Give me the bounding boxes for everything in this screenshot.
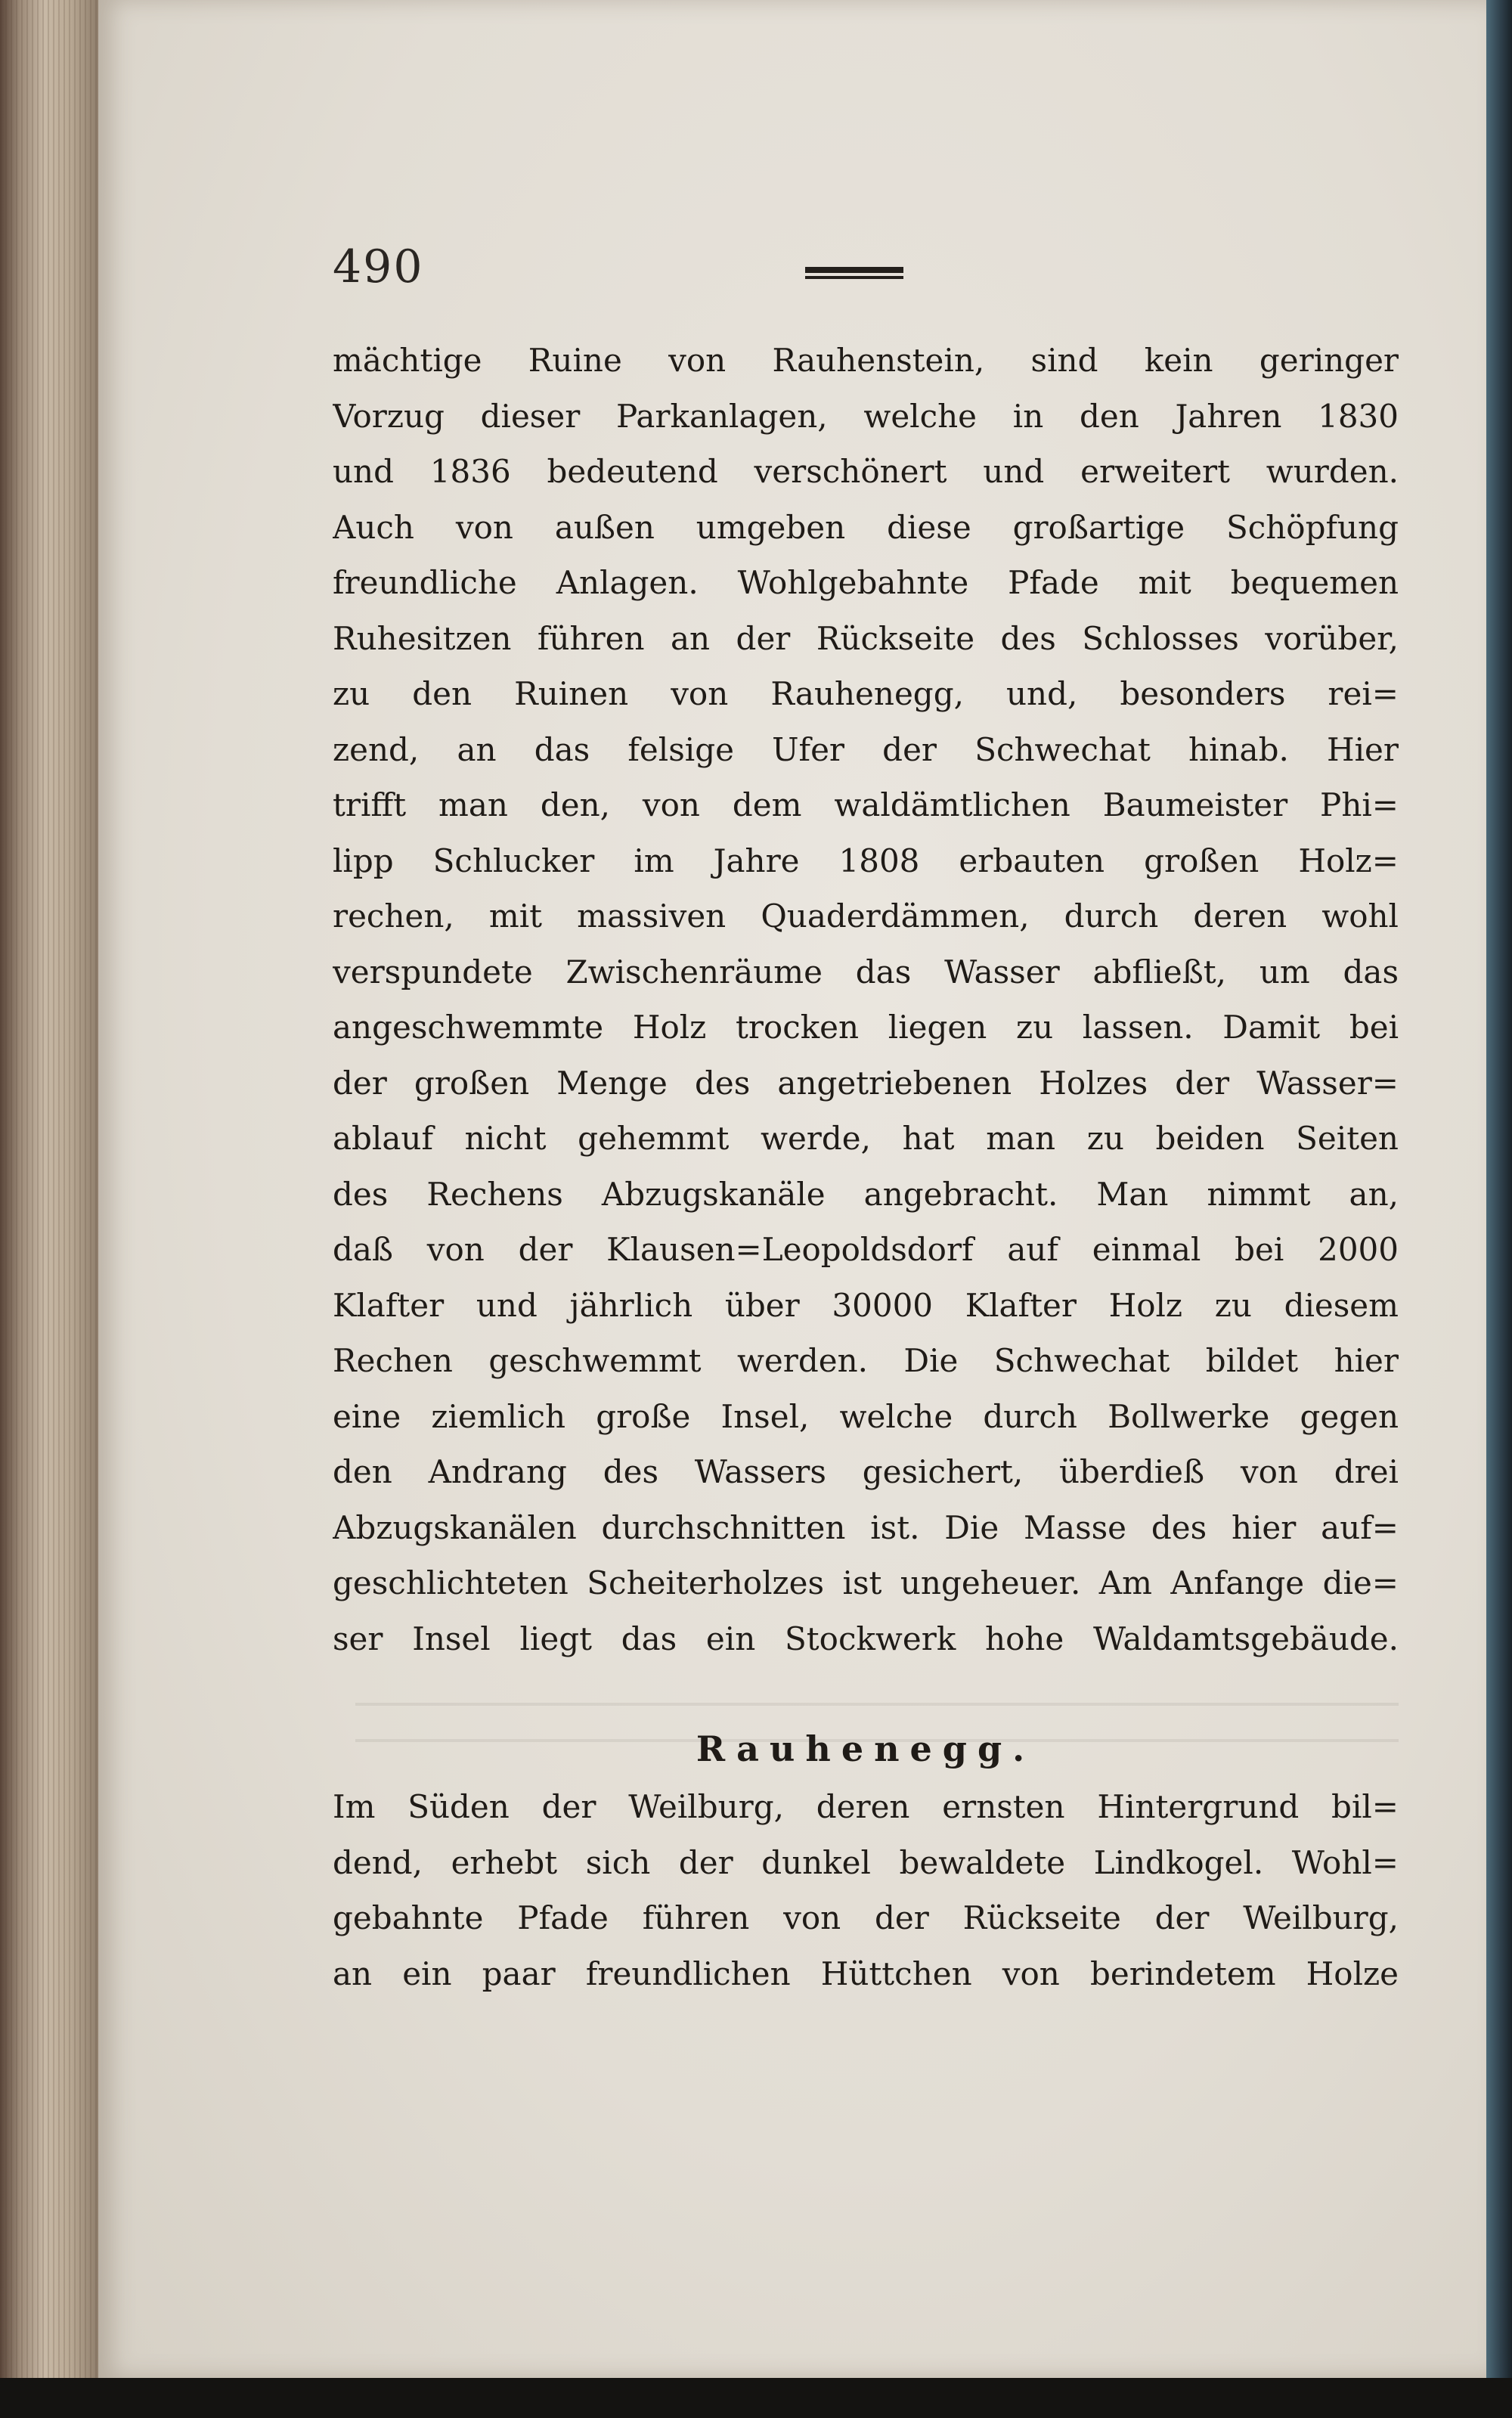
text-line: ser Insel liegt das ein Stockwerk hohe Waldamtsgebäude.	[333, 1620, 1399, 1657]
text-line: dend, erhebt sich der dunkel bewaldete Lindkogel. Wohl=	[333, 1843, 1399, 1881]
text-line: und 1836 bedeutend verschönert und erweitert wurden.	[333, 453, 1399, 490]
text-line: Ruhesitzen führen an der Rückseite des Schlosses vorüber,	[333, 619, 1399, 657]
text-line: Klafter und jährlich über 30000 Klafter Holz zu diesem	[333, 1286, 1399, 1324]
text-line: Vorzug dieser Parkanlagen, welche in den Jahren 1830	[333, 397, 1399, 435]
text-line: daß von der Klausen=Leopoldsdorf auf einmal bei 2000	[333, 1231, 1399, 1268]
text-line: des Rechens Abzugskanäle angebracht. Man nimmt an,	[333, 1175, 1399, 1213]
page-number: 490	[333, 240, 424, 293]
page-header	[333, 240, 1399, 308]
section-heading: Rauhenegg.	[696, 1728, 1036, 1769]
text-line: angeschwemmte Holz trocken liegen zu lassen. Damit bei	[333, 1009, 1399, 1046]
text-line: freundliche Anlagen. Wohlgebahnte Pfade mit bequemen	[333, 564, 1399, 601]
text-line: ablauf nicht gehemmt werde, hat man zu beiden Seiten	[333, 1120, 1399, 1157]
text-line: Abzugskanälen durchschnitten ist. Die Masse des hier auf=	[333, 1508, 1399, 1546]
text-line: geschlichteten Scheiterholzes ist ungeheuer. Am Anfange die=	[333, 1564, 1399, 1601]
text-line: den Andrang des Wassers gesichert, überdieß von drei	[333, 1453, 1399, 1490]
book-cover-edge	[1486, 0, 1512, 2418]
text-line: eine ziemlich große Insel, welche durch Bollwerke gegen	[333, 1397, 1399, 1435]
text-line: verspundete Zwischenräume das Wasser abfließt, um das	[333, 953, 1399, 990]
text-line: trifft man den, von dem waldämtlichen Baumeister Phi=	[333, 786, 1399, 823]
body-text	[333, 333, 1399, 1666]
text-line: an ein paar freundlichen Hüttchen von berindetem Holze	[333, 1955, 1399, 1992]
header-rule	[805, 267, 903, 279]
text-line: rechen, mit massiven Quaderdämmen, durch deren wohl	[333, 897, 1399, 935]
text-line: gebahnte Pfade führen von der Rückseite der Weilburg,	[333, 1899, 1399, 1936]
text-line: mächtige Ruine von Rauhenstein, sind kein geringer	[333, 342, 1399, 379]
text-line: zend, an das felsige Ufer der Schwechat hinab. Hier	[333, 730, 1399, 768]
text-line: Rechen geschwemmt werden. Die Schwechat bildet hier	[333, 1342, 1399, 1379]
text-line: lipp Schlucker im Jahre 1808 erbauten großen Holz=	[333, 842, 1399, 879]
book-page-edge-texture	[0, 0, 100, 2418]
text-line: zu den Ruinen von Rauhenegg, und, besonders rei=	[333, 675, 1399, 712]
text-line: Auch von außen umgeben diese großartige Schöpfung	[333, 508, 1399, 546]
text-line: der großen Menge des angetriebenen Holzes der Wasser=	[333, 1064, 1399, 1102]
text-line: Im Süden der Weilburg, deren ernsten Hintergrund bil=	[333, 1788, 1399, 1825]
section-text	[333, 1779, 1399, 2001]
background-shadow	[0, 2378, 1512, 2418]
